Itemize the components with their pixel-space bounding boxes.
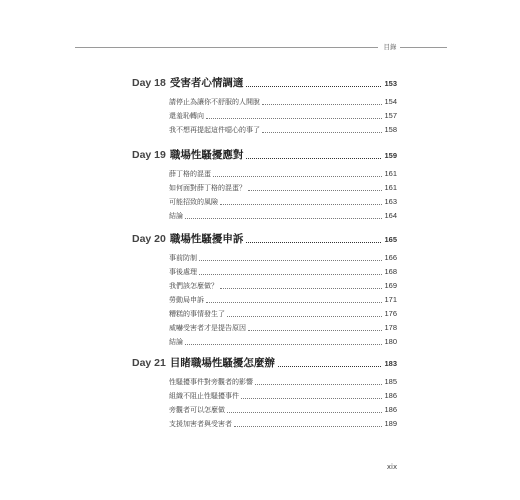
toc-entry-page: 158 <box>384 125 397 134</box>
toc-entry-title: 事後處理 <box>169 268 197 276</box>
dot-leader <box>278 366 382 367</box>
dot-leader <box>185 218 382 219</box>
dot-leader <box>241 398 382 399</box>
toc-day-page: 165 <box>384 235 397 244</box>
toc-entry-page: 178 <box>384 323 397 332</box>
toc-entry-page: 171 <box>384 295 397 304</box>
toc-entry-title: 薛丁格的混蛋 <box>169 170 211 178</box>
toc-entry-title: 勞動局申訴 <box>169 296 204 304</box>
toc-day-label: Day 20 <box>132 233 166 245</box>
dot-leader <box>220 204 382 205</box>
toc-entry-title: 旁觀者可以怎麼做 <box>169 406 225 414</box>
toc-entry-title: 支援加害者與受害者 <box>169 420 232 428</box>
toc-entry-title: 請停止為讓你不舒服的人開脫 <box>169 98 260 106</box>
dot-leader <box>199 260 382 261</box>
toc-entry-row[interactable] <box>169 110 397 122</box>
toc-entry-row[interactable] <box>169 308 397 320</box>
dot-leader <box>185 344 382 345</box>
toc-entry-title: 我們該怎麼做？ <box>169 282 218 290</box>
toc-day-title: 職場性騷擾申訴 <box>169 233 244 245</box>
toc-day-row[interactable] <box>132 74 397 90</box>
dot-leader <box>248 190 382 191</box>
toc-entry-row[interactable] <box>169 266 397 278</box>
toc-entry-row[interactable] <box>169 294 397 306</box>
toc-entry-row[interactable] <box>169 124 397 136</box>
dot-leader <box>206 302 382 303</box>
toc-entry-row[interactable] <box>169 252 397 264</box>
toc-entry-page: 186 <box>384 391 397 400</box>
dot-leader <box>213 176 382 177</box>
toc-entry-row[interactable] <box>169 196 397 208</box>
toc-entry-page: 168 <box>384 267 397 276</box>
dot-leader <box>248 330 382 331</box>
toc-entry-page: 157 <box>384 111 397 120</box>
running-head: 目錄 <box>383 43 397 51</box>
toc-entry-page: 163 <box>384 197 397 206</box>
dot-leader <box>246 158 381 159</box>
dot-leader <box>262 104 382 105</box>
toc-day-title: 受害者心情調適 <box>169 77 244 89</box>
toc-day-row[interactable] <box>132 354 397 370</box>
toc-entry-page: 186 <box>384 405 397 414</box>
toc-day-title: 目睹職場性騷擾怎麼辦 <box>169 357 275 369</box>
toc-entry-row[interactable] <box>169 404 397 416</box>
dot-leader <box>262 132 382 133</box>
page-folio: xix <box>386 463 398 471</box>
toc-day-page: 159 <box>384 151 397 160</box>
toc-entry-title: 組織不阻止性騷擾事件 <box>169 392 239 400</box>
toc-entry-row[interactable] <box>169 210 397 222</box>
toc-entry-title: 性騷擾事件對旁觀者的影響 <box>169 378 253 386</box>
toc-entry-row[interactable] <box>169 376 397 388</box>
dot-leader <box>206 118 382 119</box>
toc-entry-row[interactable] <box>169 168 397 180</box>
dot-leader <box>234 426 382 427</box>
toc-entry-page: 189 <box>384 419 397 428</box>
toc-day-title: 職場性騷擾應對 <box>169 149 244 161</box>
toc-entry-page: 180 <box>384 337 397 346</box>
toc-entry-title: 糟糕的事情發生了 <box>169 310 225 318</box>
dot-leader <box>255 384 382 385</box>
toc-entry-page: 161 <box>384 169 397 178</box>
toc-day-page: 183 <box>384 359 397 368</box>
dot-leader <box>246 86 381 87</box>
toc-day-label: Day 19 <box>132 149 166 161</box>
toc-entry-row[interactable] <box>169 96 397 108</box>
toc-entry-row[interactable] <box>169 390 397 402</box>
toc-day-page: 153 <box>384 79 397 88</box>
toc-entry-title: 結論 <box>169 338 183 346</box>
toc-entry-title: 事前防制 <box>169 254 197 262</box>
toc-entry-row[interactable] <box>169 336 397 348</box>
toc-entry-title: 我不想再提起這件噁心的事了 <box>169 126 260 134</box>
dot-leader <box>227 316 382 317</box>
toc-entry-title: 威嚇受害者才是提告原因 <box>169 324 246 332</box>
toc-entry-title: 還羞恥轉向 <box>169 112 204 120</box>
toc-entry-title: 可能招致的風險 <box>169 198 218 206</box>
toc-entry-row[interactable] <box>169 418 397 430</box>
dot-leader <box>220 288 382 289</box>
toc-entry-page: 176 <box>384 309 397 318</box>
dot-leader <box>227 412 382 413</box>
toc-entry-page: 185 <box>384 377 397 386</box>
toc-entry-title: 如何面對薛丁格的混蛋？ <box>169 184 246 192</box>
dot-leader <box>246 242 381 243</box>
toc-day-label: Day 21 <box>132 357 166 369</box>
toc-entry-title: 結論 <box>169 212 183 220</box>
toc-day-row[interactable] <box>132 146 397 162</box>
toc-entry-page: 161 <box>384 183 397 192</box>
toc-entry-page: 154 <box>384 97 397 106</box>
toc-day-label: Day 18 <box>132 77 166 89</box>
toc-entry-page: 164 <box>384 211 397 220</box>
dot-leader <box>199 274 382 275</box>
toc-entry-page: 169 <box>384 281 397 290</box>
toc-entry-row[interactable] <box>169 322 397 334</box>
toc-entry-page: 166 <box>384 253 397 262</box>
toc-entry-row[interactable] <box>169 280 397 292</box>
toc-day-row[interactable] <box>132 230 397 246</box>
toc-entry-row[interactable] <box>169 182 397 194</box>
